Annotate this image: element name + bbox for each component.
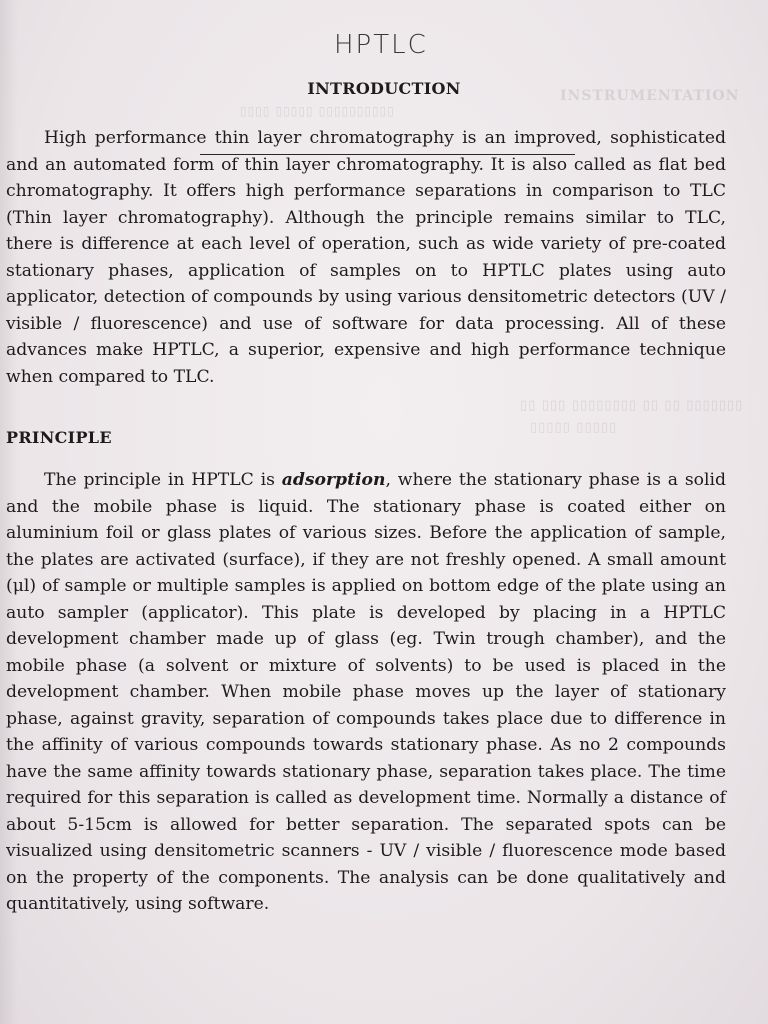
introduction-heading: INTRODUCTION: [307, 79, 461, 98]
principle-emphasis: adsorption: [281, 470, 386, 490]
introduction-text: High performance thin layer chromatography is an improved, sophisticated and an automated form of thin layer chromatography. It is also called as flat bed chromatography. It offers high performance separations in comparison to TLC (Thin layer chromatography). Although the principle remains similar to TLC, there is difference at each level of operation, such as wide variety of pre-coated stationary phases, application of samples on to HPTLC plates using auto applicator, detection of compounds by using various densitometric detectors (UV / visible / fluorescence) and use of software for data processing. All of these advances make HPTLC, a superior, expensive and high performance technique when compared to TLC.: [6, 128, 726, 387]
principle-paragraph: [6, 467, 726, 918]
bleed-through-text: ▯▯▯▯ ▯▯▯▯▯ ▯▯▯▯▯▯▯▯▯▯: [240, 104, 395, 118]
bleed-through-text: ▯▯ ▯▯▯ ▯▯▯▯▯▯▯▯ ▯▯ ▯▯ ▯▯▯▯▯▯▯: [520, 398, 744, 413]
bleed-through-text: ▯▯▯▯▯ ▯▯▯▯▯: [530, 420, 618, 435]
principle-text-rest: , where the stationary phase is a solid and the mobile phase is liquid. The stationary phase is coated either on aluminium foil or glass plates of various sizes. Before the application of sample, the plates are activated (surface), if they are not freshly opened. A small amount (μl) of sample or multiple samples is applied on bottom edge of the plate using an auto sampler (applicator). This plate is developed by placing in a HPTLC development chamber made up of glass (eg. Twin trough chamber), and the mobile phase (a solvent or mixture of solvents) to be used is placed in the development chamber. When mobile phase moves up the layer of stationary phase, against gravity, separation of compounds takes place due to difference in the affinity of various compounds towards stationary phase. As no 2 compounds have the same affinity towards stationary phase, separation takes place. The time required for this separation is called as development time. Normally a distance of about 5-15cm is allowed for better separation. The separated spots can be visualized using densitometric scanners - UV / visible / fluorescence mode based on the property of the components. The analysis can be done qualitatively and quantitatively, using software.: [6, 470, 726, 914]
principle-heading: PRINCIPLE: [6, 428, 112, 447]
bleed-through-text: INSTRUMENTATION: [560, 88, 740, 104]
principle-text-start: The principle in HPTLC is: [44, 470, 282, 490]
handwritten-title: HPTLC: [334, 30, 428, 60]
introduction-paragraph: [6, 125, 726, 390]
